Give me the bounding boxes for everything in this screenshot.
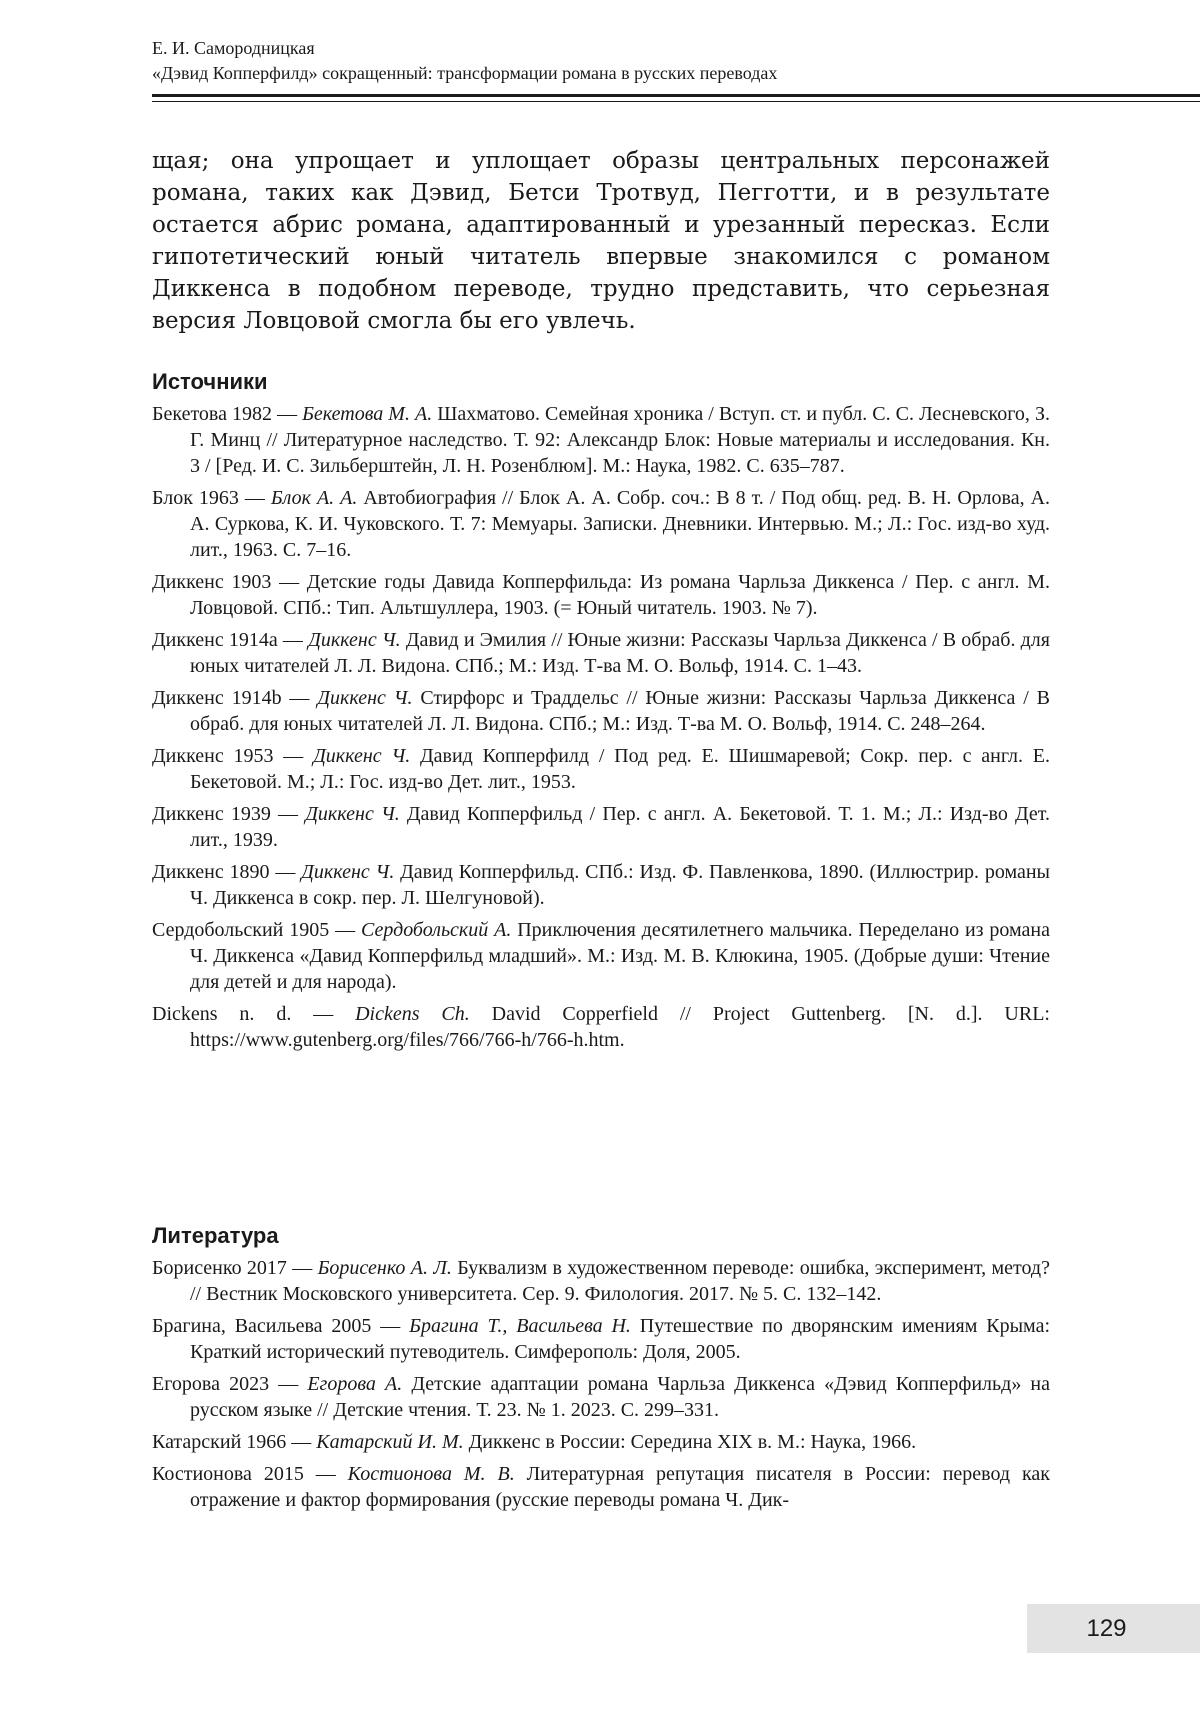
- reference-text: Буквализм в художественном переводе: ошибка, эксперимент, метод? // Вестник Московского университета. Сер. 9. Филология. 2017. № 5. С. 132–142.: [190, 1257, 1050, 1305]
- reference-item: [152, 401, 1050, 479]
- reference-text: Шахматово. Семейная хроника / Вступ. ст. и публ. С. С. Лесневского, З. Г. Минц // Литературное наследство. Т. 92: Александр Блок: Новые материалы и исследования. Кн. 3 / [Ред. И. С. Зильберштейн, Л. Н. Розенблюм]. М.: Наука, 1982. С. 635–787.: [190, 403, 1050, 477]
- reference-text: David Copperfield // Project Guttenberg. [N. d.]. URL: https://www.gutenberg.org/files/766/766-h/766-h.htm.: [190, 1003, 1050, 1051]
- reference-key: Диккенс 1903 —: [152, 571, 307, 593]
- reference-key: Костионова 2015 —: [152, 1463, 348, 1485]
- body-text: [152, 145, 1050, 337]
- lead-paragraph: щая; она упрощает и уплощает образы центральных персонажей романа, таких как Дэвид, Бетси Тротвуд, Пегготти, и в результате остается абрис романа, адаптированный и урезанный пересказ. Если гипотетический юный читатель впервые знакомился с романом Диккенса в подобном переводе, трудно представить, что серьезная версия Ловцовой смогла бы его увлечь.: [152, 148, 1050, 334]
- reference-item: [152, 859, 1050, 911]
- header-rule-thick: [152, 94, 1200, 97]
- page-number-box: [1027, 1604, 1200, 1653]
- reference-author: Dickens Ch.: [355, 1003, 470, 1025]
- header-rule: [152, 94, 1200, 102]
- reference-key: Сердобольский 1905 —: [152, 919, 361, 941]
- reference-key: Егорова 2023 —: [152, 1373, 308, 1395]
- reference-author: Костионова М. В.: [347, 1463, 515, 1485]
- reference-key: Dickens n. d. —: [152, 1003, 356, 1025]
- reference-author: Диккенс Ч.: [308, 629, 401, 651]
- reference-author: Сердобольский А.: [360, 919, 512, 941]
- reference-author: Диккенс Ч.: [301, 861, 395, 883]
- reference-key: Блок 1963 —: [152, 487, 271, 509]
- reference-text: Детские годы Давида Копперфильда: Из романа Чарльза Диккенса / Пер. с англ. М. Ловцовой. СПб.: Тип. Альтшуллера, 1903. (= Юный читатель. 1903. № 7).: [190, 571, 1050, 619]
- reference-key: Диккенс 1890 —: [152, 861, 302, 883]
- reference-key: Бекетова 1982 —: [152, 403, 303, 425]
- reference-author: Егорова А.: [307, 1373, 403, 1395]
- reference-text: Диккенс в России: Середина XIX в. М.: Наука, 1966.: [463, 1431, 917, 1453]
- reference-item: [152, 627, 1050, 679]
- reference-text: Давид Копперфильд. СПб.: Изд. Ф. Павленкова, 1890. (Иллюстрир. романы Ч. Диккенса в сокр. пер. Л. Шелгуновой).: [190, 861, 1050, 909]
- sources-heading: Источники: [152, 369, 268, 394]
- reference-text: Путешествие по дворянским имениям Крыма: Краткий исторический путеводитель. Симферополь: Доля, 2005.: [190, 1315, 1050, 1363]
- reference-key: Диккенс 1953 —: [152, 745, 314, 767]
- reference-item: [152, 743, 1050, 795]
- reference-text: Детские адаптации романа Чарльза Диккенса «Дэвид Копперфильд» на русском языке // Детские чтения. Т. 23. № 1. 2023. С. 299–331.: [190, 1373, 1051, 1421]
- header-title: «Дэвид Копперфилд» сокращенный: трансформации романа в русских переводах: [152, 63, 778, 83]
- reference-author: Блок А. А.: [270, 487, 358, 509]
- sources-list: [152, 401, 1050, 1059]
- reference-text: Стирфорс и Траддельс // Юные жизни: Рассказы Чарльза Диккенса / В обраб. для юных читателей Л. Л. Видона. СПб.; М.: Изд. Т-ва М. О. Вольф, 1914. С. 248–264.: [190, 687, 1050, 735]
- reference-author: Брагина Т., Васильева Н.: [409, 1315, 631, 1337]
- reference-author: Бекетова М. А.: [302, 403, 433, 425]
- reference-item: [152, 917, 1050, 995]
- header-author: Е. И. Самородницкая: [152, 38, 315, 58]
- reference-text: Давид Копперфильд / Пер. с англ. А. Бекетовой. Т. 1. М.; Л.: Изд-во Дет. лит., 1939.: [190, 803, 1050, 851]
- reference-key: Брагина, Васильева 2005 —: [152, 1315, 410, 1337]
- reference-item: [152, 1371, 1050, 1423]
- reference-item: [152, 1313, 1050, 1365]
- reference-text: Давид и Эмилия // Юные жизни: Рассказы Чарльза Диккенса / В обраб. для юных читателей Л. Л. Видона. СПб.; М.: Изд. Т-ва М. О. Вольф, 1914. С. 1–43.: [190, 629, 1050, 677]
- reference-key: Борисенко 2017 —: [152, 1257, 318, 1279]
- reference-text: Литературная репутация писателя в России: перевод как отражение и фактор формирования (русские переводы романа Ч. Дик-: [190, 1463, 1051, 1511]
- reference-text: Давид Копперфилд / Под ред. Е. Шишмаревой; Сокр. пер. с англ. Е. Бекетовой. М.; Л.: Гос. изд-во Дет. лит., 1953.: [190, 745, 1050, 793]
- reference-item: [152, 569, 1050, 621]
- running-header: [152, 36, 1060, 86]
- reference-key: Диккенс 1914b —: [152, 687, 318, 709]
- reference-item: [152, 1255, 1050, 1307]
- reference-item: [152, 485, 1050, 563]
- reference-text: Автобиография // Блок А. А. Собр. соч.: В 8 т. / Под общ. ред. В. Н. Орлова, А. А. Суркова, К. И. Чуковского. Т. 7: Мемуары. Записки. Дневники. Интервью. М.; Л.: Гос. изд-во худ. лит., 1963. С. 7–16.: [190, 487, 1051, 561]
- literature-list: [152, 1255, 1050, 1519]
- literature-heading: Литература: [152, 1223, 279, 1248]
- header-rule-thin: [152, 101, 1200, 102]
- reference-item: [152, 1429, 1050, 1455]
- page-number: 129: [1086, 1615, 1127, 1642]
- reference-item: [152, 1461, 1050, 1513]
- reference-author: Катарский И. М.: [316, 1431, 464, 1453]
- reference-author: Борисенко А. Л.: [317, 1257, 452, 1279]
- reference-item: [152, 801, 1050, 853]
- reference-item: [152, 685, 1050, 737]
- reference-text: Приключения десятилетнего мальчика. Переделано из романа Ч. Диккенса «Давид Копперфильд младший». М.: Изд. М. В. Клюкина, 1905. (Добрые души: Чтение для детей и для народа).: [190, 919, 1051, 993]
- reference-author: Диккенс Ч.: [317, 687, 413, 709]
- reference-key: Диккенс 1914a —: [152, 629, 309, 651]
- reference-author: Диккенс Ч.: [305, 803, 400, 825]
- reference-item: [152, 1001, 1050, 1053]
- reference-key: Катарский 1966 —: [152, 1431, 317, 1453]
- reference-author: Диккенс Ч.: [313, 745, 411, 767]
- reference-key: Диккенс 1939 —: [152, 803, 306, 825]
